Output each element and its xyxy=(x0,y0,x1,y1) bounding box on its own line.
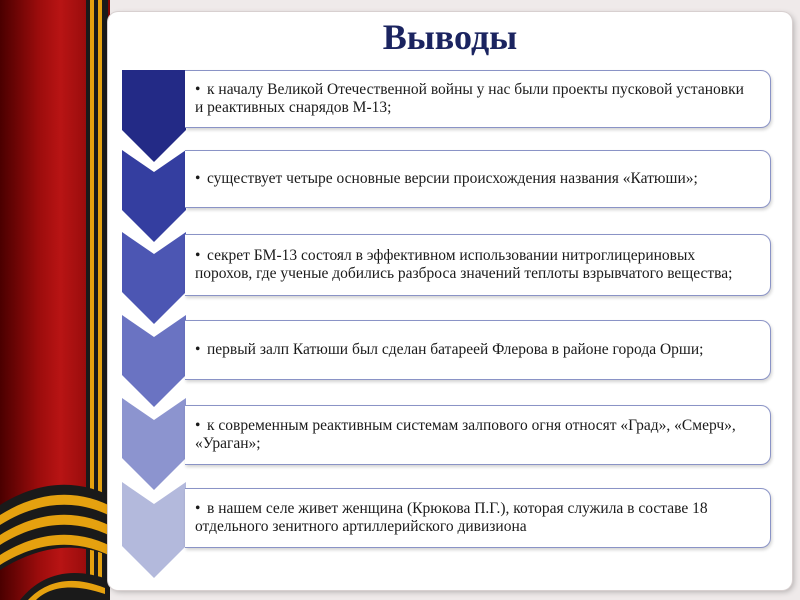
conclusion-item xyxy=(185,405,771,465)
bullet-icon: • xyxy=(195,170,201,187)
conclusion-item xyxy=(185,488,771,548)
bullet-icon: • xyxy=(195,247,201,264)
conclusion-text: к современным реактивным системам залпового огня относят «Град», «Смерч», «Ураган»; xyxy=(195,417,736,452)
conclusion-item xyxy=(185,320,771,380)
conclusion-text: секрет БМ-13 состоял в эффективном использовании нитроглицериновых порохов, где ученые добились разброса значений теплоты взрывчатого вещества; xyxy=(195,247,733,282)
conclusion-text: в нашем селе живет женщина (Крюкова П.Г.), которая служила в составе 18 отдельного зенитного артиллерийского дивизиона xyxy=(195,500,708,535)
conclusion-item xyxy=(185,150,771,208)
bullet-icon: • xyxy=(195,417,201,434)
chevron-arrow-icon xyxy=(122,482,192,578)
conclusion-text: первый залп Катюши был сделан батареей Флерова в районе города Орши; xyxy=(207,341,704,358)
chevron-arrow-icon xyxy=(122,398,192,490)
slide-title: Выводы xyxy=(382,17,518,57)
conclusion-item xyxy=(185,70,771,128)
bullet-icon: • xyxy=(195,81,201,98)
chevron-arrow-icon xyxy=(122,70,192,162)
chevron-arrow-icon xyxy=(122,232,192,324)
conclusion-text: к началу Великой Отечественной войны у нас были проекты пусковой установки и реактивных снарядов М-13; xyxy=(195,81,744,116)
bullet-icon: • xyxy=(195,341,201,358)
conclusion-item xyxy=(185,234,771,296)
chevron-arrow-icon xyxy=(122,315,192,407)
bullet-icon: • xyxy=(195,500,201,517)
chevron-arrow-icon xyxy=(122,150,192,242)
conclusion-text: существует четыре основные версии происхождения названия «Катюши»; xyxy=(207,170,698,187)
